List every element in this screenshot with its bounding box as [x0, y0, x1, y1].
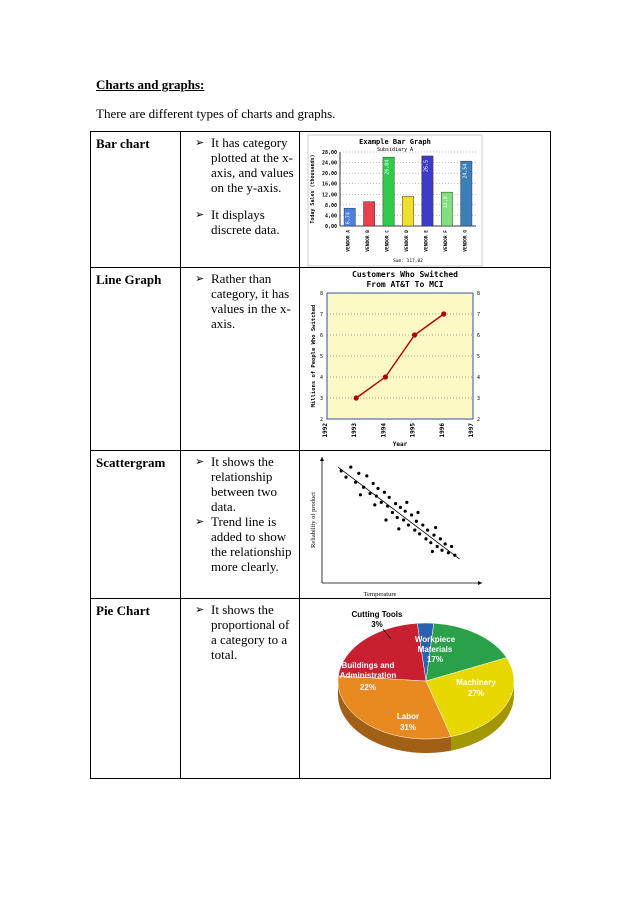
scatter-point	[405, 501, 408, 504]
bullet-text: It displays discrete data.	[211, 207, 280, 237]
scatter-point	[394, 502, 397, 505]
pie-slice-percent: 22%	[359, 683, 377, 692]
scatter-point	[365, 474, 368, 477]
charts-table	[90, 131, 551, 779]
arrow-bullet-icon: ➢	[195, 603, 205, 616]
pie-slice-percent: 17%	[426, 655, 444, 664]
scatter-point	[415, 520, 418, 523]
list-item	[195, 454, 295, 514]
line-chart-title: Customers Who Switched	[352, 270, 458, 279]
scatter-chart	[300, 451, 550, 599]
line-ytick-label-right: 6	[477, 333, 481, 339]
bar-ytick-label: 20,00	[321, 171, 337, 178]
bar-xtick-label: VENDOR C	[385, 230, 391, 252]
row-type-scatter: Scattergram	[91, 451, 181, 599]
row-type-line: Line Graph	[91, 268, 181, 451]
scatter-xlabel: Temperature	[363, 591, 397, 598]
table-row	[91, 268, 551, 451]
scatter-point	[391, 511, 394, 514]
arrow-bullet-icon: ➢	[195, 455, 205, 468]
row-type-pie: Pie Chart	[91, 599, 181, 779]
bullet-text: It has category plotted at the x-axis, and values on the y-axis.	[211, 135, 294, 195]
scatter-point	[349, 465, 352, 468]
line-chart-subtitle: From AT&T To MCI	[366, 280, 444, 289]
pie-slice-percent: 31%	[399, 723, 417, 732]
scatter-chart-cell	[300, 451, 551, 599]
line-xtick-label: 1993	[351, 423, 359, 438]
line-xtick-label: 1995	[409, 423, 417, 438]
scatter-point	[426, 528, 429, 531]
bar-xtick-label: VENDOR F	[443, 230, 449, 252]
bar-chart-title: Example Bar Graph	[359, 138, 431, 146]
bar-data-label: 26,5	[423, 159, 430, 172]
bullet-text: It shows the relationship between two data.	[211, 454, 278, 514]
bar-chart-cell	[300, 132, 551, 268]
line-xtick-label: 1996	[438, 423, 446, 438]
line-ytick-label-right: 7	[477, 312, 481, 318]
scatter-point	[421, 523, 424, 526]
scatter-point	[368, 492, 371, 495]
arrow-bullet-icon: ➢	[195, 208, 205, 221]
scatter-point	[359, 493, 362, 496]
line-ytick-label: 7	[319, 312, 323, 318]
scatter-point	[362, 486, 365, 489]
bar-ytick-label: 4,00	[324, 213, 337, 220]
line-ytick-label: 8	[319, 291, 323, 297]
line-point	[383, 374, 388, 379]
scatter-point	[357, 472, 360, 475]
line-ytick-label: 2	[319, 417, 323, 423]
list-item	[195, 602, 295, 662]
line-point	[441, 311, 446, 316]
pie-slice-label: Administration	[339, 671, 397, 680]
pie-slice-label: Machinery	[456, 678, 496, 687]
scatter-point	[450, 545, 453, 548]
row-desc-bar	[181, 132, 300, 268]
pie-slice-label: Cutting Tools	[351, 610, 403, 619]
bar-ytick-label: 12,00	[321, 192, 337, 199]
line-ytick-label-right: 8	[477, 291, 481, 297]
scatter-point	[344, 476, 347, 479]
scatter-point	[375, 494, 378, 497]
list-item	[195, 207, 295, 237]
page-heading: Charts and graphs:	[96, 77, 205, 92]
scatter-y-arrow-icon	[320, 457, 324, 461]
bullet-text: Trend line is added to show the relationship more clearly.	[211, 514, 292, 574]
line-ytick-label: 6	[319, 333, 323, 339]
bar-xtick-label: VENDOR G	[463, 230, 469, 252]
scatter-point	[396, 516, 399, 519]
scatter-point	[402, 518, 405, 521]
bar-data-label: 12,8	[442, 196, 449, 209]
scatter-point	[447, 551, 450, 554]
scatter-point	[431, 550, 434, 553]
scatter-point	[453, 554, 456, 557]
line-point	[412, 332, 417, 337]
bar-xtick-label: VENDOR A	[346, 230, 352, 252]
bar-data-label: 26,04	[384, 159, 391, 175]
line-xlabel: Year	[392, 441, 408, 448]
bar	[364, 202, 375, 226]
scatter-point	[440, 549, 443, 552]
scatter-point	[416, 511, 419, 514]
scatter-point	[413, 528, 416, 531]
pie-slice-percent: 3%	[371, 620, 383, 629]
line-ylabel: Millions of People Who Switched	[311, 304, 317, 408]
pie-chart-cell	[300, 599, 551, 779]
bar-chart	[300, 132, 550, 268]
line-ytick-label-right: 2	[477, 417, 481, 423]
table-row	[91, 599, 551, 779]
scatter-point	[444, 542, 447, 545]
bar-xtick-label: VENDOR B	[366, 230, 372, 252]
scatter-point	[429, 541, 432, 544]
scatter-point	[354, 481, 357, 484]
line-ytick-label-right: 5	[477, 354, 481, 360]
scatter-point	[439, 537, 442, 540]
scatter-point	[373, 503, 376, 506]
row-desc-scatter	[181, 451, 300, 599]
bar-data-label: 6,74	[345, 212, 352, 225]
line-ytick-label-right: 3	[477, 396, 481, 402]
line-point	[354, 395, 359, 400]
arrow-bullet-icon: ➢	[195, 136, 205, 149]
row-desc-line	[181, 268, 300, 451]
scatter-point	[383, 491, 386, 494]
row-desc-pie	[181, 599, 300, 779]
scatter-point	[384, 518, 387, 521]
line-chart-cell	[300, 268, 551, 451]
bar-ylabel: Today Sales (thousands)	[310, 154, 316, 224]
arrow-bullet-icon: ➢	[195, 515, 205, 528]
bar-chart-footer: Sum: 117,02	[393, 259, 423, 264]
page-intro: There are different types of charts and graphs.	[96, 106, 336, 121]
pie-slice-label: Labor	[396, 712, 420, 721]
line-ytick-label: 3	[319, 396, 323, 402]
bar-xtick-label: VENDOR E	[424, 230, 430, 252]
bar-ytick-label: 8,00	[324, 202, 337, 209]
scatter-point	[436, 545, 439, 548]
scatter-point	[404, 510, 407, 513]
pie-slice-label: Workpiece	[414, 635, 456, 644]
scatter-point	[386, 505, 389, 508]
pie-slice-percent: 27%	[467, 689, 485, 698]
line-xtick-label: 1994	[380, 423, 388, 438]
arrow-bullet-icon: ➢	[195, 272, 205, 285]
bullet-text: It shows the proportional of a category to a total.	[211, 602, 290, 662]
scatter-point	[340, 469, 343, 472]
line-ytick-label: 4	[319, 375, 323, 381]
scatter-point	[410, 513, 413, 516]
list-item	[195, 514, 295, 574]
table-row	[91, 132, 551, 268]
scatter-point	[407, 523, 410, 526]
line-ytick-label-right: 4	[477, 375, 481, 381]
table-row	[91, 451, 551, 599]
bar-ytick-label: 28,00	[321, 150, 337, 156]
row-type-bar: Bar chart	[91, 132, 181, 268]
scatter-point	[424, 537, 427, 540]
pie-slice-label: Buildings and	[341, 661, 395, 670]
scatter-point	[372, 482, 375, 485]
bar	[402, 196, 413, 226]
scatter-point	[376, 487, 379, 490]
scatter-point	[418, 532, 421, 535]
scatter-point	[434, 526, 437, 529]
line-chart	[300, 268, 550, 451]
bar-xtick-label: VENDOR D	[405, 230, 410, 252]
scatter-x-arrow-icon	[478, 581, 482, 585]
bullet-text: Rather than category, it has values in the x-axis.	[211, 271, 291, 331]
pie-slice-label: Materials	[417, 645, 453, 654]
bar-chart-subtitle: Subsidiary A	[376, 147, 414, 153]
bar-ytick-label: 16,00	[321, 181, 337, 188]
bar-ytick-label: 24,00	[321, 160, 337, 167]
line-xtick-label: 1992	[322, 423, 329, 438]
scatter-ylabel: Reliability of product	[310, 492, 317, 548]
bar-data-label: 24,54	[462, 163, 469, 179]
scatter-point	[380, 501, 383, 504]
list-item	[195, 135, 295, 195]
line-xtick-label: 1997	[468, 423, 475, 438]
line-ytick-label: 5	[319, 354, 323, 360]
scatter-point	[399, 506, 402, 509]
scatter-point	[432, 534, 435, 537]
scatter-point	[388, 496, 391, 499]
list-item	[195, 271, 295, 331]
bar-ytick-label: 0,00	[324, 224, 337, 230]
scatter-point	[397, 527, 400, 530]
pie-chart	[300, 599, 550, 779]
